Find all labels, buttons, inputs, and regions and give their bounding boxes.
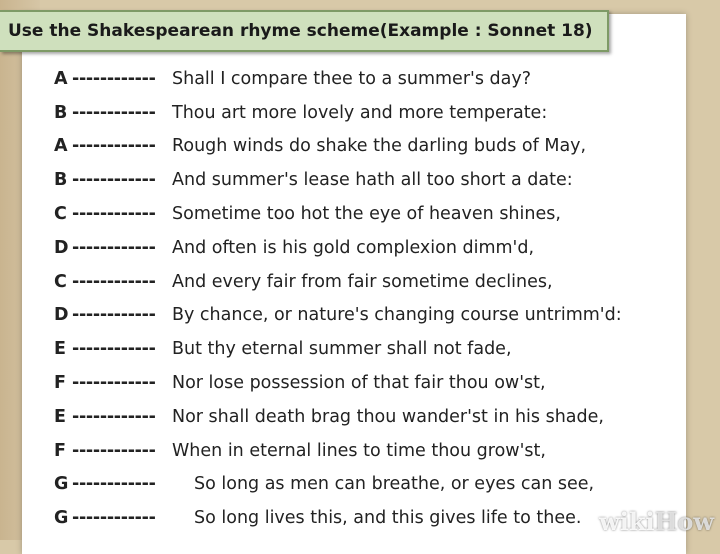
verse-text: By chance, or nature's changing course untrimm'd: bbox=[172, 305, 622, 326]
verse-text: And every fair from fair sometime declines, bbox=[172, 271, 553, 292]
sonnet-line bbox=[54, 197, 694, 231]
step-title-banner: Use the Shakespearean rhyme scheme(Example : Sonnet 18) bbox=[0, 10, 609, 52]
rhyme-letter: B bbox=[54, 170, 68, 191]
rhyme-letter: G bbox=[54, 474, 69, 495]
watermark-wiki: wiki bbox=[599, 507, 655, 536]
rhyme-dashes: ------------ bbox=[72, 440, 156, 461]
verse-text: Sometime too hot the eye of heaven shines, bbox=[172, 204, 561, 225]
sonnet-line bbox=[54, 163, 694, 197]
verse-text: So long lives this, and this gives life to thee. bbox=[194, 508, 582, 529]
sonnet-line bbox=[54, 62, 694, 96]
sonnet-line bbox=[54, 265, 694, 299]
rhyme-dashes: ------------ bbox=[72, 136, 156, 157]
sonnet-line bbox=[54, 130, 694, 164]
rhyme-dashes: ------------ bbox=[72, 204, 156, 225]
rhyme-dashes: ------------ bbox=[72, 237, 156, 258]
sonnet-line bbox=[54, 468, 694, 502]
verse-text: Rough winds do shake the darling buds of May, bbox=[172, 136, 587, 157]
sonnet-line bbox=[54, 400, 694, 434]
rhyme-dashes: ------------ bbox=[72, 102, 156, 123]
rhyme-dashes: ------------ bbox=[72, 271, 156, 292]
rhyme-dashes: ------------ bbox=[72, 474, 156, 495]
rhyme-letter: A bbox=[54, 136, 68, 157]
verse-text: Thou art more lovely and more temperate: bbox=[172, 102, 548, 123]
verse-text: When in eternal lines to time thou grow'st, bbox=[172, 440, 546, 461]
verse-text: But thy eternal summer shall not fade, bbox=[172, 339, 512, 360]
wikihow-watermark bbox=[599, 507, 714, 536]
watermark-how: How bbox=[654, 507, 714, 536]
rhyme-dashes: ------------ bbox=[72, 305, 156, 326]
verse-text: And summer's lease hath all too short a date: bbox=[172, 170, 573, 191]
rhyme-letter: D bbox=[54, 237, 69, 258]
sonnet-line bbox=[54, 332, 694, 366]
verse-text: Nor shall death brag thou wander'st in his shade, bbox=[172, 406, 604, 427]
sonnet-line bbox=[54, 501, 694, 535]
sonnet-line bbox=[54, 299, 694, 333]
rhyme-dashes: ------------ bbox=[72, 406, 156, 427]
rhyme-dashes: ------------ bbox=[72, 373, 156, 394]
rhyme-dashes: ------------ bbox=[72, 339, 156, 360]
rhyme-letter: E bbox=[54, 406, 66, 427]
rhyme-letter: D bbox=[54, 305, 69, 326]
rhyme-letter: B bbox=[54, 102, 68, 123]
rhyme-dashes: ------------ bbox=[72, 170, 156, 191]
rhyme-letter: C bbox=[54, 271, 67, 292]
rhyme-dashes: ------------ bbox=[72, 508, 156, 529]
rhyme-letter: G bbox=[54, 508, 69, 529]
verse-text: Shall I compare thee to a summer's day? bbox=[172, 68, 531, 89]
sonnet-line bbox=[54, 231, 694, 265]
rhyme-dashes: ------------ bbox=[72, 68, 156, 89]
sonnet-line bbox=[54, 366, 694, 400]
rhyme-letter: A bbox=[54, 68, 68, 89]
verse-text: So long as men can breathe, or eyes can see, bbox=[194, 474, 595, 495]
rhyme-letter: E bbox=[54, 339, 66, 360]
verse-text: And often is his gold complexion dimm'd, bbox=[172, 237, 535, 258]
sonnet-line bbox=[54, 96, 694, 130]
rhyme-letter: C bbox=[54, 204, 67, 225]
rhyme-letter: F bbox=[54, 373, 66, 394]
sonnet-lines bbox=[54, 62, 694, 535]
verse-text: Nor lose possession of that fair thou ow'st, bbox=[172, 373, 546, 394]
paper-sheet bbox=[22, 14, 686, 554]
rhyme-letter: F bbox=[54, 440, 66, 461]
sonnet-line bbox=[54, 434, 694, 468]
